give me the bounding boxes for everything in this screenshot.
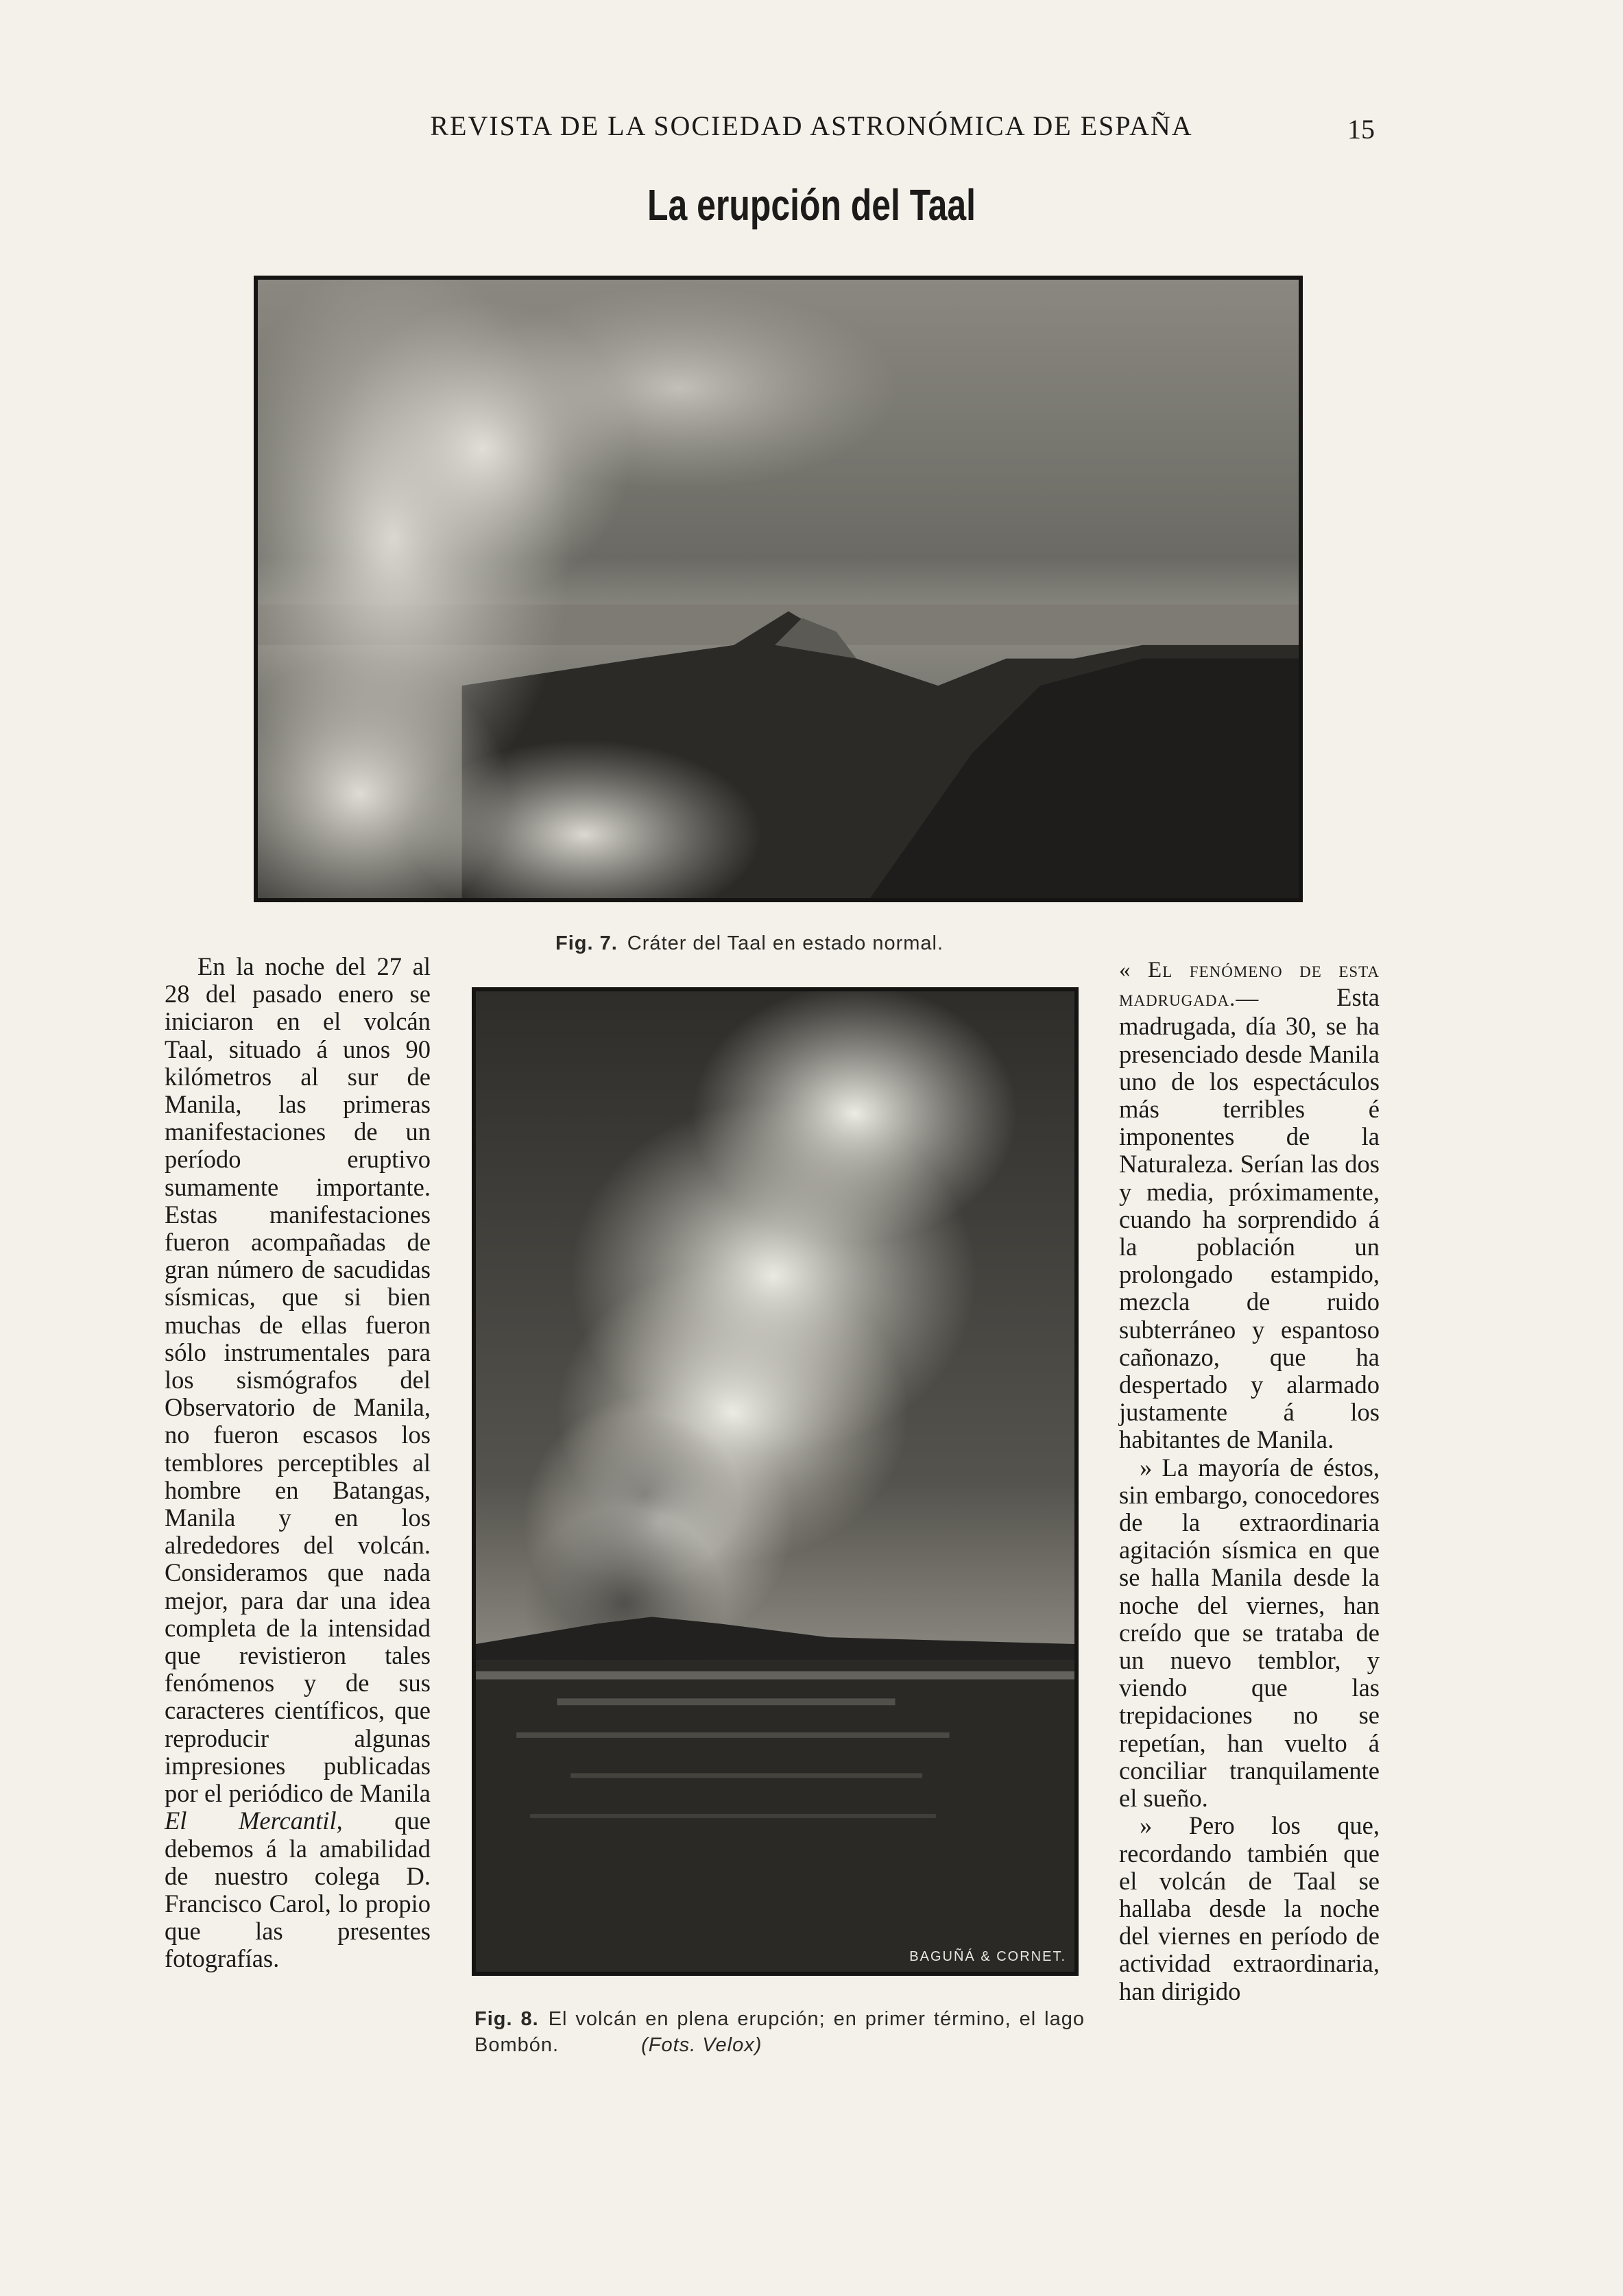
fig7-label: Fig. 7. (555, 932, 618, 954)
right-paragraph-1-text: Esta madrugada, día 30, se ha presenciado desde Manila uno de los espectáculos más terribles é imponentes de la Naturaleza. Serían las dos y media, próximamente, cuando ha sorprendido á la población un prolongado estampido, mezcla de ruido subterráneo y espantoso cañonazo, que ha despertado y alarmado justamente á los habitantes de Manila. (1119, 983, 1380, 1454)
left-paragraph (165, 953, 431, 1973)
page-number: 15 (1347, 114, 1375, 145)
fig7-caption-text: Cráter del Taal en estado normal. (627, 932, 944, 954)
eruption-photo-illustration (476, 991, 1074, 1972)
fig8-credit: (Fots. Velox) (641, 2034, 762, 2056)
article-title: La erupción del Taal (647, 180, 976, 230)
fig8-caption (474, 2006, 1085, 2058)
running-head: REVISTA DE LA SOCIEDAD ASTRONÓMICA DE ESPAÑA (430, 110, 1193, 141)
photographer-mark: BAGUÑÁ & CORNET. (909, 1949, 1066, 1964)
crater-photo-illustration (258, 280, 1299, 898)
left-column (165, 953, 431, 1973)
fig8-photograph (472, 987, 1079, 1976)
newspaper-name: El Mercantil, (165, 1806, 343, 1835)
right-paragraph-1 (1119, 955, 1380, 1454)
fig8-label: Fig. 8. (474, 2008, 539, 2030)
right-paragraph-3: » Pero los que, recordando también que el volcán de Taal se hallaba desde la noche del viernes en período de actividad extraordinaria, han dirigido (1119, 1811, 1380, 2005)
fig8-caption-text: El volcán en plena erupción; en primer término, el lago Bombón. (474, 2008, 1085, 2056)
left-text-part-2: que debemos á la amabilidad de nuestro colega D. Francisco Carol, lo propio que las presentes fotografías. (165, 1806, 431, 1973)
right-column (1119, 955, 1380, 2005)
right-paragraph-2: » La mayoría de éstos, sin embargo, conocedores de la extraordinaria agitación sísmica en que se halla Manila desde la noche del viernes, han creído que se trataba de un nuevo temblor, y viendo que las trepidaciones no se repetían, han vuelto á conciliar tranquilamente el sueño. (1119, 1453, 1380, 1813)
fig7-photograph (254, 276, 1303, 902)
fig7-caption (555, 932, 1173, 955)
left-text-part-1: En la noche del 27 al 28 del pasado enero se iniciaron en el volcán Taal, situado á unos 90 kilómetros al sur de Manila, las primeras manifestaciones de un período eruptivo sumamente importante. Estas manifestaciones fueron acompañadas de gran número de sacudidas sísmicas, que si bien muchas de ellas fueron sólo instrumentales para los sismógrafos del Observatorio de Manila, no fueron escasos los temblores perceptibles al hombre en Batangas, Manila y en los alrededores del volcán. Consideramos que nada mejor, para dar una idea completa de la intensidad que revistieron tales fenómenos y de sus caracteres científicos, que reproducir algunas impresiones publicadas por el periódico de Manila (165, 952, 431, 1808)
quote-heading: « El fenómeno de esta madrugada.— (1119, 958, 1380, 1012)
